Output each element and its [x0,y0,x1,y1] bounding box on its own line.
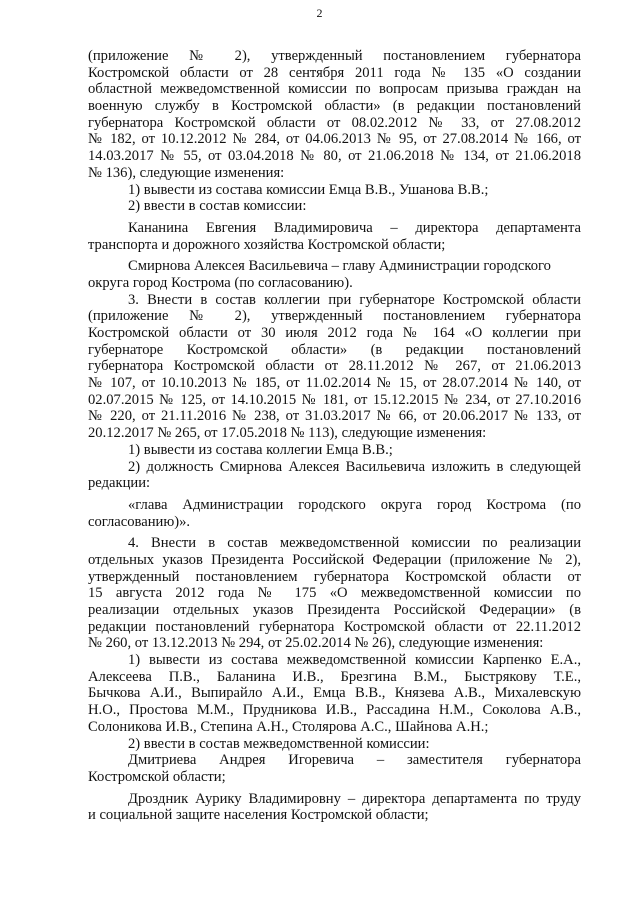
text-line: 20.12.2017 № 265, от 17.05.2018 № 113), следующие изменения: [88,425,487,442]
text-line: транспорта и дорожного хозяйства Костромской области; [88,236,446,253]
text-line: губернатора Костромской области от 08.02.2012 № 33, от 27.08.2012 [88,114,581,131]
text-line: «глава Администрации городского округа город Кострома (по [128,496,581,513]
text-line: Солоникова И.В., Степина А.Н., Столярова А.С., Шайнова А.Н.; [88,718,489,735]
text-line: № 136), следующие изменения: [88,164,285,181]
text-line: губернатора Костромской области от 28.11.2012 № 267, от 21.06.2013 [88,358,581,375]
text-line: Алексеева П.В., Баланина И.В., Брезгина В.М., Быстрякову Т.Е., [88,668,581,685]
text-line: 2) ввести в состав комиссии: [128,198,307,215]
text-line: 1) вывести из состава коллегии Емца В.В.; [128,441,393,458]
text-line: 02.07.2015 № 125, от 14.10.2015 № 181, от 15.12.2015 № 234, от 27.10.2016 [88,391,581,408]
text-line: областной межведомственной комиссии по вопросам призыва граждан на [88,81,581,98]
text-line: 3. Внести в состав коллегии при губернаторе Костромской области [128,291,581,308]
document-body [88,48,581,824]
text-line: 2) ввести в состав межведомственной комиссии: [128,735,430,752]
text-line: 15 августа 2012 года № 175 «О межведомственной комиссии по [88,585,581,602]
page-number: 2 [316,6,323,20]
text-line: Н.О., Простова М.М., Прудникова И.В., Рассадина Н.М., Соколова А.В., [88,702,581,719]
text-line: № 182, от 10.12.2012 № 284, от 04.06.2013 № 95, от 27.08.2014 № 166, от [88,131,581,148]
text-line: Костромской области от 30 июля 2012 года № 164 «О коллегии при [88,325,581,341]
text-line: военную службу в Костромской области» (в редакции постановлений [88,98,581,115]
text-line: округа город Кострома (по согласованию). [88,274,353,291]
text-line: 4. Внести в состав межведомственной комиссии по реализации [128,535,581,552]
text-line: Смирнова Алексея Васильевича – главу Администрации городского [128,258,551,275]
text-line: 1) вывести из состава комиссии Емца В.В., Ушанова В.В.; [128,181,489,198]
text-line: 1) вывести из состава межведомственной комиссии Карпенко Е.А., [128,652,581,669]
text-line: и социальной защите населения Костромской области; [88,807,429,824]
text-line: 2) должность Смирнова Алексея Васильевича изложить в следующей [128,458,581,475]
text-line: редакции постановлений губернатора Костромской области от 22.11.2012 [88,618,581,635]
text-line: утвержденный постановлением губернатора Костромской области от [88,568,581,585]
text-line: согласованию)». [88,513,191,530]
text-line: Костромской области от 28 сентября 2011 года № 135 «О создании [88,64,581,81]
text-line: Кананина Евгения Владимировича – директора департамента [128,219,581,236]
text-line: реализации отдельных указов Президента Российской Федерации» (в [88,602,581,618]
text-line: Костромской области; [88,768,226,785]
text-line: № 107, от 10.10.2013 № 185, от 11.02.2014 № 15, от 28.07.2014 № 140, от [88,375,581,392]
text-line: отдельных указов Президента Российской Федерации (приложение № 2), [88,551,581,568]
text-line: губернаторе Костромской области» (в редакции постановлений [88,341,581,358]
text-line: 14.03.2017 № 55, от 03.04.2018 № 80, от 21.06.2018 № 134, от 21.06.2018 [88,148,581,165]
text-line: Бычкова А.И., Выпирайло А.И., Емца В.В., Князева А.В., Михалевскую [88,685,581,702]
text-line: Дроздник Аурику Владимировну – директора департамента по труду [128,790,581,807]
text-line: № 220, от 21.11.2016 № 238, от 31.03.2017 № 66, от 20.06.2017 № 133, от [88,408,581,425]
text-line: редакции: [88,475,151,492]
text-line: № 260, от 13.12.2013 № 294, от 25.02.2014 № 26), следующие изменения: [88,635,544,652]
text-line: (приложение № 2), утвержденный постановлением губернатора [88,308,581,325]
text-line: (приложение № 2), утвержденный постановлением губернатора [88,48,581,64]
text-line: Дмитриева Андрея Игоревича – заместителя губернатора [128,752,581,769]
